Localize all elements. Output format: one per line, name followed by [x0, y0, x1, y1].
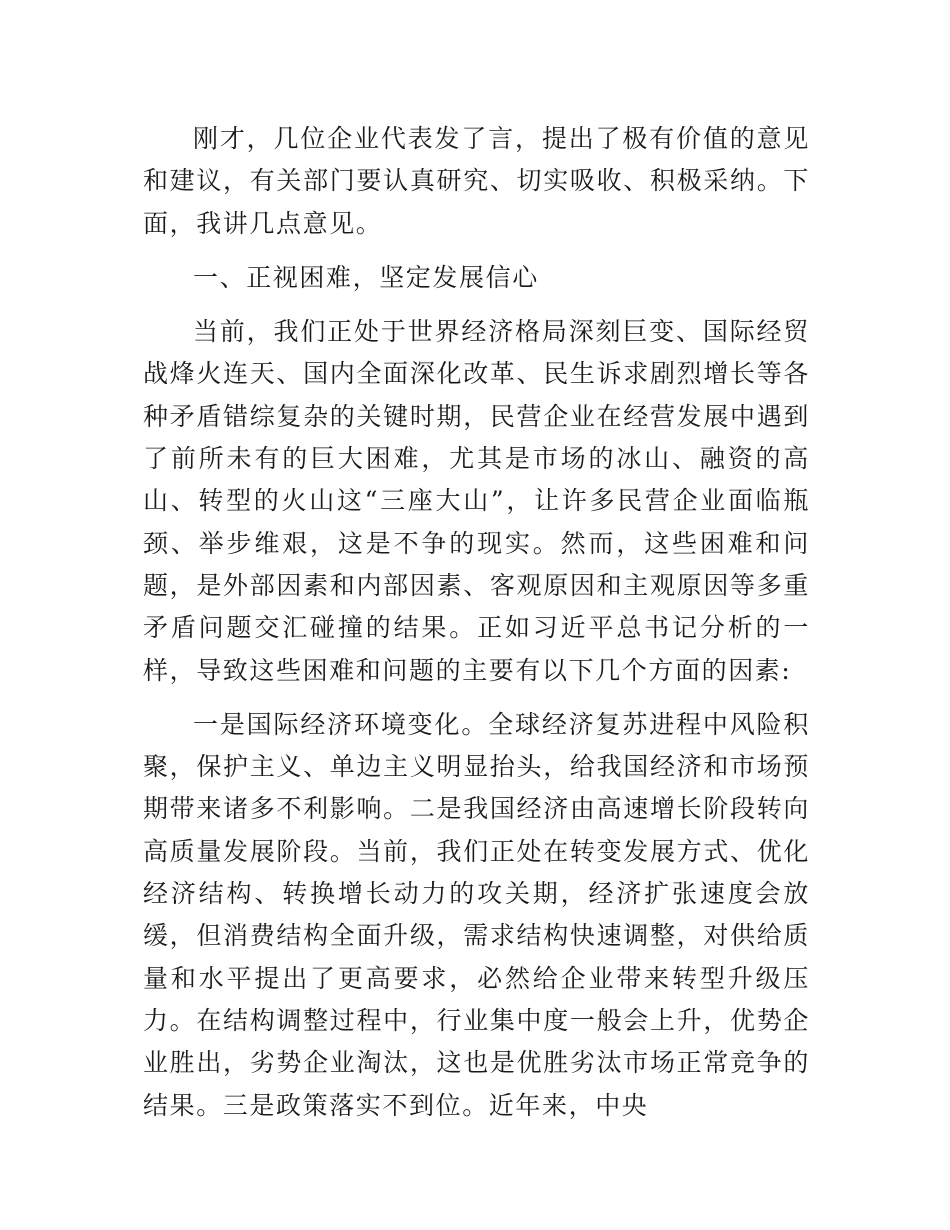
- paragraph-opening: 刚才，几位企业代表发了言，提出了极有价值的意见和建议，有关部门要认真研究、切实吸收、积极采纳。下面，我讲几点意见。: [143, 124, 810, 238]
- paragraph-factors: 一是国际经济环境变化。全球经济复苏进程中风险积聚，保护主义、单边主义明显抬头，给我国经济和市场预期带来诸多不利影响。二是我国经济由高速增长阶段转向高质量发展阶段。当前，我们正处在转变发展方式、优化经济结构、转换增长动力的攻关期，经济扩张速度会放缓，但消费结构全面升级，需求结构快速调整，对供给质量和水平提出了更高要求，必然给企业带来转型升级压力。在结构调整过程中，行业集中度一般会上升，优势企业胜出，劣势企业淘汰，这也是优胜劣汰市场正常竞争的结果。三是政策落实不到位。近年来，中央: [143, 709, 810, 1120]
- paragraph-current-situation: 当前，我们正处于世界经济格局深刻巨变、国际经贸战烽火连天、国内全面深化改革、民生诉求剧烈增长等各种矛盾错综复杂的关键时期，民营企业在经营发展中遇到了前所未有的巨大困难，尤其是市场的冰山、融资的高山、转型的火山这“三座大山”，让许多民营企业面临瓶颈、举步维艰，这是不争的现实。然而，这些困难和问题，是外部因素和内部因素、客观原因和主观原因等多重矛盾问题交汇碰撞的结果。正如习近平总书记分析的一样，导致这些困难和问题的主要有以下几个方面的因素:: [143, 317, 810, 685]
- document-body: [143, 118, 810, 1139]
- section-heading: 一、正视困难，坚定发展信心: [193, 262, 539, 292]
